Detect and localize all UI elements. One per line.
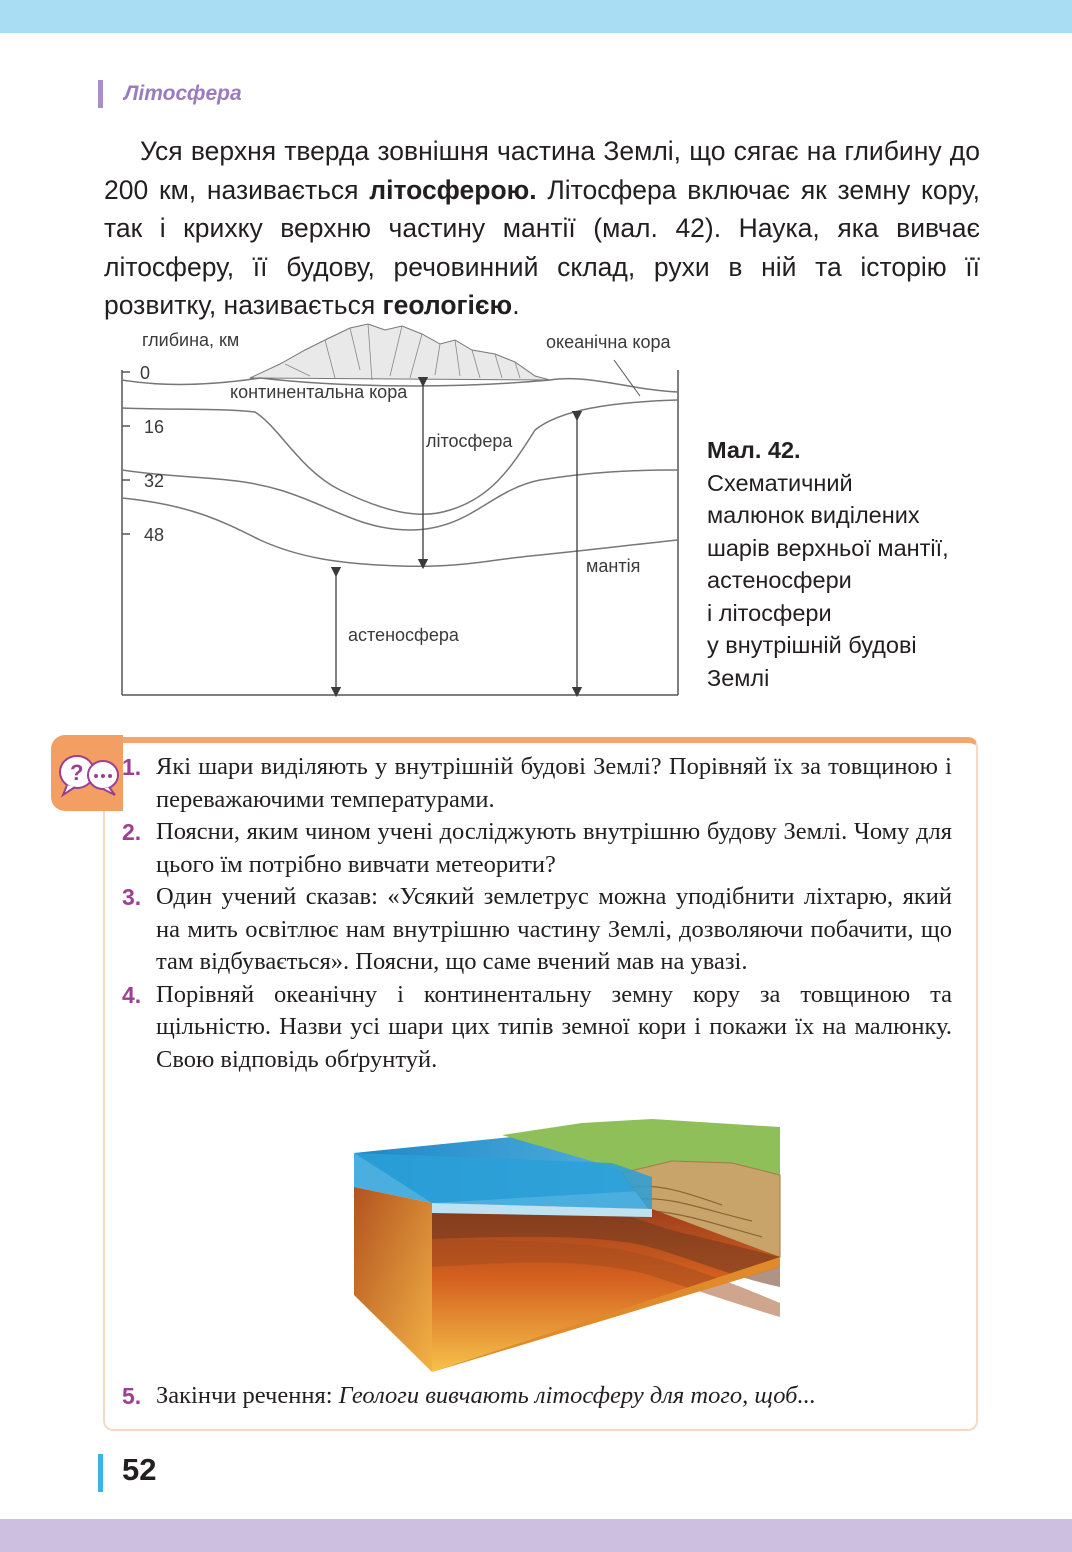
lithosphere-label: літосфера [426,431,513,451]
question-italic-text: Геологи вивчають літосферу для того, щоб... [338,1382,816,1409]
caption-body: Схематичний малюнок виділених шарів верхньої мантії, астеносфери і літосфери у внутрішній будові Землі [707,469,949,691]
crust-base-line [122,400,678,514]
tick-0: 0 [140,363,151,383]
intro-paragraph [104,132,980,325]
section-marker [98,80,103,108]
mantle-label: мантія [586,556,641,576]
page-marker [98,1454,103,1492]
mountains [250,324,550,380]
depth-label: глибина, км [142,330,240,350]
question-text: Закінчи речення: [156,1382,339,1409]
question-number: 5. [122,1383,142,1409]
mid-layer-line [122,470,678,530]
section-title: Літосфера [124,82,242,105]
question-text: Поясни, яким чином учені досліджують внутрішню будову Землі. Чому для цього їм потрібно вивчати метеорити? [156,818,952,878]
question-number: 2. [122,819,142,845]
question-number: 4. [122,981,142,1008]
asthenosphere-label: астеносфера [348,625,459,645]
question-1 [122,751,952,816]
continental-crust-label: континентальна кора [230,382,408,402]
page-number: 52 [122,1452,157,1487]
intro-text-1: Уся верхня тверда зовнішня частина Землі, що сягає на глибину до 200 км, називається [104,136,980,205]
earth-crust-block-illustration [352,1117,782,1377]
question-2 [122,816,952,881]
top-band [0,0,1072,33]
question-chat-icon [51,735,123,811]
tick-32: 32 [144,471,165,491]
question-list [122,751,952,1076]
intro-text-3: . [512,290,520,320]
question-text: Які шари виділяють у внутрішній будові Землі? Порівняй їх за товщиною і переважаючими температурами. [156,753,952,813]
question-3 [122,881,952,979]
question-number: 3. [122,884,142,910]
term-geology: геологією [382,290,513,320]
term-lithosphere: літосферою. [369,174,537,205]
caption-title: Мал. 42. [707,437,801,463]
oceanic-crust-label: океанічна кора [546,332,671,352]
tick-48: 48 [144,525,165,545]
figure-caption [707,434,987,694]
question-text: Порівняй океанічну і континентальну земну кору за товщиною та щільністю. Назви усі шари цих типів земної кори і покажи їх на малюнку. Свою відповідь обґрунтуй. [156,980,952,1073]
tick-16: 16 [144,417,165,437]
bottom-band [0,1519,1072,1552]
intro-text-2: Літосфера включає як земну кору, так і крихку верхню частину мантії (мал. 42). Наука, яка вивчає літосферу, її будову, речовинний склад, рухи в ній та історію її розвитку, називається [104,174,980,320]
svg-text:?: ? [70,760,84,785]
question-number: 1. [122,754,142,780]
question-4 [122,979,952,1077]
lithosphere-diagram [110,320,690,705]
question-text: Один учений сказав: «Усякий землетрус можна уподібнити ліхтарю, який на мить освітлює нам внутрішню частину Землі, дозволяючи побачити, що там відбувається». Поясни, що саме вчений мав на увазі. [156,883,952,975]
question-5 [122,1380,952,1412]
